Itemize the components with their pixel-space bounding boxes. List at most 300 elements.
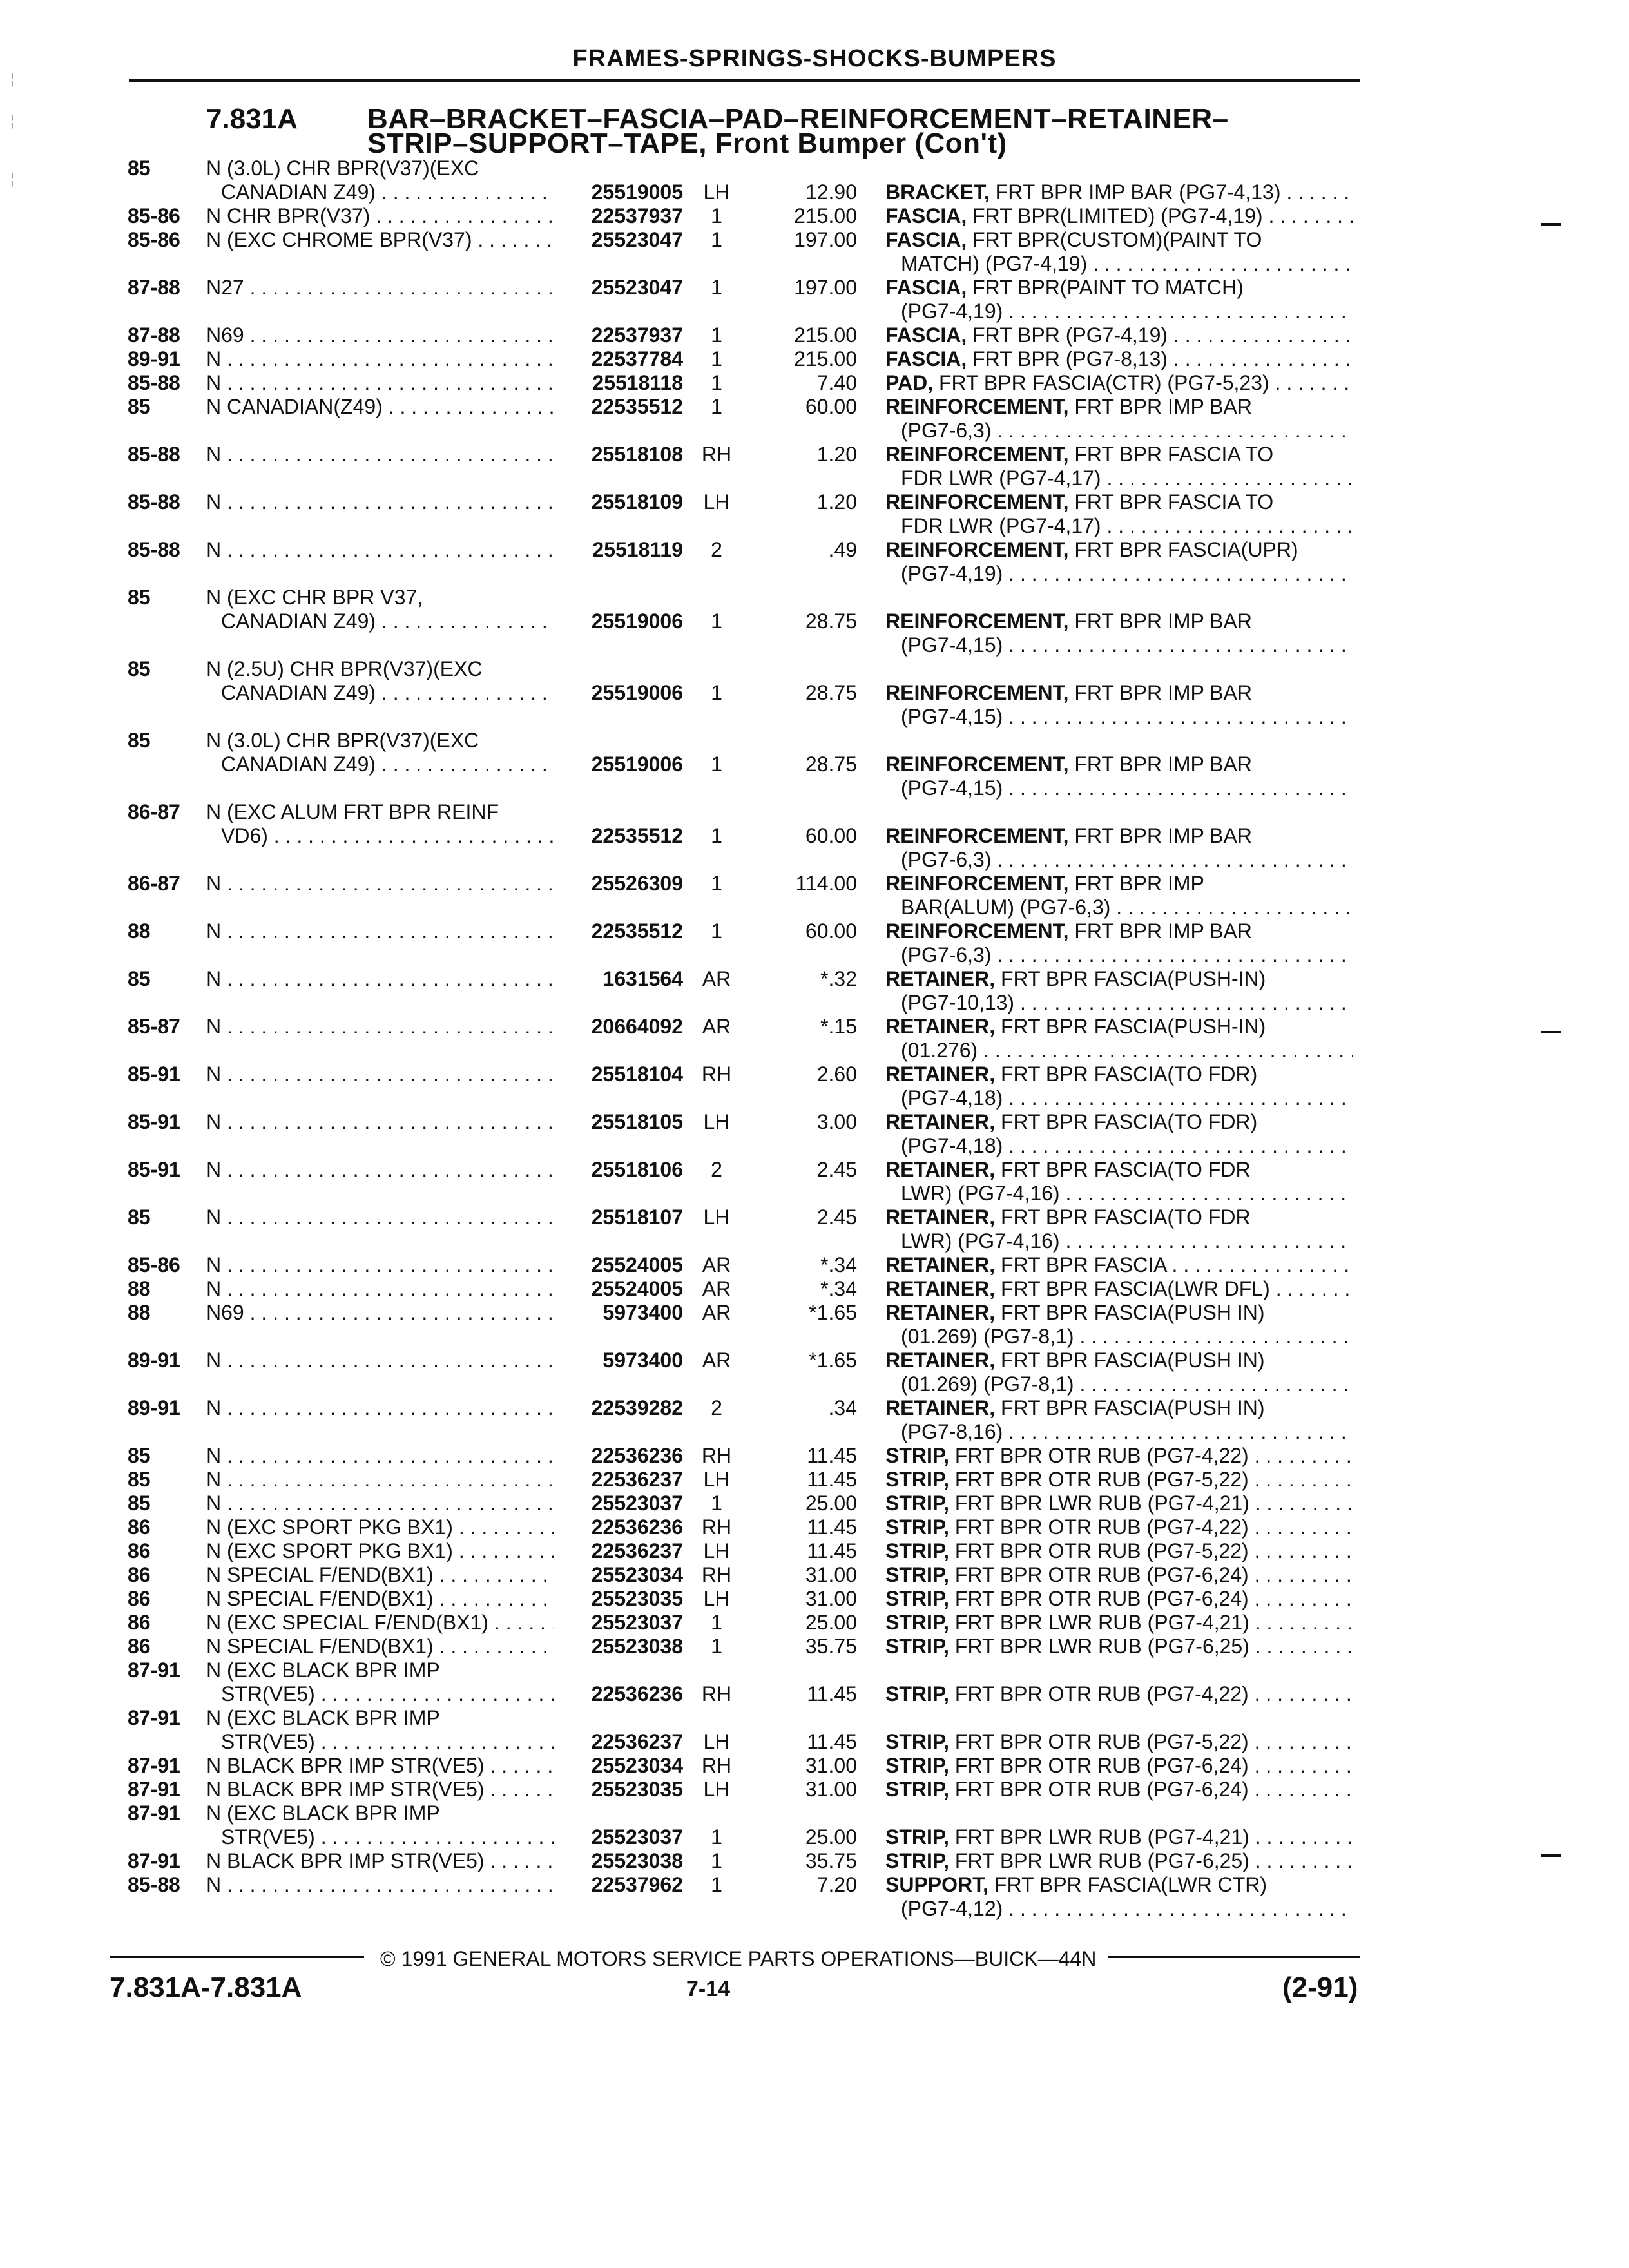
section-title-line1: BAR–BRACKET–FASCIA–PAD–REINFORCEMENT–RETAINER– xyxy=(367,103,1229,135)
row-part-name-lead: REINFORCEMENT, xyxy=(885,610,1069,633)
row-description: N (EXC SPECIAL F/END(BX1) . . . xyxy=(206,1611,554,1635)
row-part-name: LWR) (PG7-4,16) . . . xyxy=(901,1229,1353,1253)
row-part-name xyxy=(885,538,1353,562)
row-price: 11.45 xyxy=(807,1539,857,1562)
row-quantity: 2 xyxy=(711,538,722,561)
row-part-number: 22536236 xyxy=(591,1682,683,1706)
row-price: 25.00 xyxy=(805,1825,857,1849)
row-part-name: (PG7-4,15) . . . xyxy=(901,776,1353,800)
row-year: 85 xyxy=(128,1492,151,1515)
footer-section-range: 7.831A-7.831A xyxy=(110,1972,302,2003)
row-part-number: 22537784 xyxy=(591,347,683,370)
row-part-number: 22536236 xyxy=(591,1515,683,1539)
row-quantity: RH xyxy=(701,1444,732,1467)
footer-date-code: (2-91) xyxy=(1282,1972,1358,2003)
row-year: 86 xyxy=(128,1587,151,1610)
row-year: 86 xyxy=(128,1539,151,1562)
row-part-name-lead: RETAINER, xyxy=(885,1158,996,1181)
footer-page-number: 7-14 xyxy=(686,1977,731,2001)
row-part-number: 22536236 xyxy=(591,1444,683,1467)
row-quantity: 1 xyxy=(711,610,722,633)
row-year: 89-91 xyxy=(128,1349,180,1372)
row-description: N . . . xyxy=(206,1158,554,1182)
row-quantity: RH xyxy=(701,1062,732,1086)
row-part-name-rest: FRT BPR FASCIA(LWR DFL) xyxy=(995,1277,1270,1300)
row-quantity: 1 xyxy=(711,228,722,251)
row-part-name-lead: STRIP, xyxy=(885,1825,949,1849)
row-part-name-lead: STRIP, xyxy=(885,1730,949,1753)
row-description: N . . . xyxy=(206,919,554,943)
row-part-number: 22537962 xyxy=(591,1873,683,1896)
section-title-line2: STRIP–SUPPORT–TAPE, Front Bumper (Con't) xyxy=(367,128,1007,159)
row-part-number: 25523037 xyxy=(591,1492,683,1515)
row-part-name-lead: REINFORCEMENT, xyxy=(885,538,1069,561)
row-year: 85-86 xyxy=(128,228,180,251)
row-part-name-lead: REINFORCEMENT, xyxy=(885,872,1069,895)
row-part-number: 22535512 xyxy=(591,824,683,847)
row-year: 88 xyxy=(128,919,151,943)
row-part-name-rest: FRT BPR OTR RUB (PG7-6,24) xyxy=(949,1778,1249,1801)
page-header-title: FRAMES-SPRINGS-SHOCKS-BUMPERS xyxy=(572,45,1057,72)
row-part-name xyxy=(885,1444,1353,1468)
row-quantity: AR xyxy=(702,1015,731,1038)
row-part-name-lead: REINFORCEMENT, xyxy=(885,753,1069,776)
row-quantity: LH xyxy=(703,1206,730,1229)
row-year: 86-87 xyxy=(128,872,180,895)
row-part-number: 5973400 xyxy=(602,1349,683,1372)
row-price: 2.45 xyxy=(816,1206,857,1229)
row-description: N BLACK BPR IMP STR(VE5) . . . xyxy=(206,1754,554,1778)
row-part-number: 25524005 xyxy=(591,1277,683,1300)
row-part-name-rest: FRT BPR OTR RUB (PG7-4,22) xyxy=(949,1682,1249,1706)
row-price: 11.45 xyxy=(807,1444,857,1467)
row-year: 86 xyxy=(128,1611,151,1634)
row-description: STR(VE5) . . . xyxy=(221,1825,554,1849)
row-part-name: (PG7-4,19) . . . xyxy=(901,562,1353,586)
footer-rule-right xyxy=(1108,1956,1360,1958)
row-quantity: 1 xyxy=(711,1873,722,1896)
row-description: N69 . . . xyxy=(206,1301,554,1325)
row-description: N . . . xyxy=(206,1873,554,1897)
row-part-name-lead: REINFORCEMENT, xyxy=(885,443,1069,466)
row-part-name xyxy=(885,872,1353,896)
row-part-name: (01.269) (PG7-8,1) . . . xyxy=(901,1325,1353,1349)
row-part-number: 25518119 xyxy=(592,538,683,561)
row-quantity: 1 xyxy=(711,395,722,418)
row-price: 1.20 xyxy=(816,443,857,466)
row-part-name xyxy=(885,753,1353,776)
row-part-name-rest: FRT BPR LWR RUB (PG7-6,25) xyxy=(949,1635,1249,1658)
row-price: 60.00 xyxy=(805,824,857,847)
row-part-name-lead: REINFORCEMENT, xyxy=(885,919,1069,943)
row-quantity: 1 xyxy=(711,753,722,776)
row-part-name-rest: FRT BPR FASCIA(PUSH IN) xyxy=(995,1301,1265,1324)
row-part-name xyxy=(885,1754,1353,1778)
row-part-name: (PG7-4,18) . . . xyxy=(901,1134,1353,1158)
row-part-name-rest: FRT BPR FASCIA xyxy=(995,1253,1166,1276)
row-part-name xyxy=(885,276,1353,300)
row-part-name-lead: FASCIA, xyxy=(885,228,967,251)
row-part-number: 22539282 xyxy=(591,1396,683,1419)
row-part-name xyxy=(885,180,1353,204)
row-year: 87-91 xyxy=(128,1754,180,1777)
row-description: STR(VE5) . . . xyxy=(221,1730,554,1754)
row-part-name-rest: FRT BPR IMP BAR xyxy=(1068,681,1252,704)
row-quantity: RH xyxy=(701,1682,732,1706)
row-part-name: LWR) (PG7-4,16) . . . xyxy=(901,1182,1353,1206)
row-part-name-rest: FRT BPR (PG7-8,13) xyxy=(967,347,1168,370)
row-part-name-lead: RETAINER, xyxy=(885,1062,996,1086)
row-part-name: (01.276) . . . xyxy=(901,1039,1353,1062)
row-part-number: 25518109 xyxy=(591,490,683,514)
row-part-number: 25523037 xyxy=(591,1611,683,1634)
row-description: N27 . . . xyxy=(206,276,554,300)
row-quantity: LH xyxy=(703,1539,730,1562)
row-part-name-rest: FRT BPR IMP xyxy=(1068,872,1204,895)
row-description: N CHR BPR(V37) . . . xyxy=(206,204,554,228)
row-part-name-lead: REINFORCEMENT, xyxy=(885,395,1069,418)
row-part-number: 25524005 xyxy=(591,1253,683,1276)
row-part-number: 25518106 xyxy=(591,1158,683,1181)
row-price: 215.00 xyxy=(794,204,857,227)
row-part-name-lead: STRIP, xyxy=(885,1778,949,1801)
row-part-name-rest: FRT BPR FASCIA(CTR) (PG7-5,23) xyxy=(933,371,1269,394)
row-quantity: 1 xyxy=(711,1611,722,1634)
row-part-name-rest: FRT BPR OTR RUB (PG7-4,22) xyxy=(949,1444,1249,1467)
row-description: N CANADIAN(Z49) . . . xyxy=(206,395,554,419)
row-part-name-lead: REINFORCEMENT, xyxy=(885,490,1069,514)
margin-tick: ¦ xyxy=(10,71,14,87)
row-part-name-rest: FRT BPR OTR RUB (PG7-5,22) xyxy=(949,1539,1249,1562)
row-part-number: 25526309 xyxy=(591,872,683,895)
row-part-name-rest: FRT BPR FASCIA(UPR) xyxy=(1068,538,1298,561)
row-part-name: (PG7-6,3) . . . xyxy=(901,848,1353,872)
row-part-name xyxy=(885,1515,1353,1539)
row-part-name xyxy=(885,443,1353,466)
row-price: 31.00 xyxy=(805,1587,857,1610)
row-year: 87-91 xyxy=(128,1778,180,1801)
row-part-name-rest: FRT BPR IMP BAR (PG7-4,13) xyxy=(989,180,1281,204)
row-part-name-lead: STRIP, xyxy=(885,1849,949,1872)
row-part-name xyxy=(885,610,1353,633)
row-part-name xyxy=(885,1301,1353,1325)
row-part-name xyxy=(885,395,1353,419)
row-description: N (EXC SPORT PKG BX1) . . . xyxy=(206,1539,554,1563)
row-description: CANADIAN Z49) . . . xyxy=(221,180,554,204)
row-part-name-rest: FRT BPR FASCIA(PUSH-IN) xyxy=(995,1015,1266,1038)
row-part-name xyxy=(885,1015,1353,1039)
row-part-number: 25519006 xyxy=(591,610,683,633)
row-part-name-lead: RETAINER, xyxy=(885,1253,996,1276)
row-part-name-rest: FRT BPR LWR RUB (PG7-4,21) xyxy=(949,1492,1249,1515)
row-price: 25.00 xyxy=(805,1492,857,1515)
row-description: N . . . xyxy=(206,538,554,562)
row-price: 31.00 xyxy=(805,1563,857,1586)
row-year: 87-88 xyxy=(128,323,180,347)
row-price: *1.65 xyxy=(809,1301,857,1324)
row-part-name-rest: FRT BPR FASCIA TO xyxy=(1068,443,1274,466)
row-part-name-lead: STRIP, xyxy=(885,1563,949,1586)
row-part-name-rest: FRT BPR FASCIA(TO FDR) xyxy=(995,1062,1258,1086)
row-quantity: LH xyxy=(703,1778,730,1801)
row-quantity: 1 xyxy=(711,371,722,394)
row-year: 87-91 xyxy=(128,1706,180,1729)
row-description: N (EXC ALUM FRT BPR REINF xyxy=(206,800,499,823)
row-part-name xyxy=(885,1563,1353,1587)
row-part-name-lead: FASCIA, xyxy=(885,204,967,227)
row-part-name-lead: STRIP, xyxy=(885,1539,949,1562)
row-description: N . . . xyxy=(206,967,554,991)
row-part-number: 25518107 xyxy=(591,1206,683,1229)
row-price: 1.20 xyxy=(816,490,857,514)
row-part-name-rest: FRT BPR LWR RUB (PG7-4,21) xyxy=(949,1825,1249,1849)
row-part-number: 22537937 xyxy=(591,204,683,227)
row-year: 88 xyxy=(128,1277,151,1300)
row-part-name xyxy=(885,1587,1353,1611)
row-part-name-rest: FRT BPR OTR RUB (PG7-4,22) xyxy=(949,1515,1249,1539)
row-part-name-rest: FRT BPR IMP BAR xyxy=(1068,753,1252,776)
row-part-number: 22536237 xyxy=(591,1539,683,1562)
row-quantity: AR xyxy=(702,1253,731,1276)
row-part-name-lead: RETAINER, xyxy=(885,1396,996,1419)
row-year: 85 xyxy=(128,729,151,752)
row-part-name-lead: RETAINER, xyxy=(885,1301,996,1324)
row-description: N (2.5U) CHR BPR(V37)(EXC xyxy=(206,657,483,680)
row-part-name xyxy=(885,204,1353,228)
row-part-number: 25519006 xyxy=(591,681,683,704)
row-price: .49 xyxy=(828,538,857,561)
row-description: N . . . xyxy=(206,1277,554,1301)
row-price: 28.75 xyxy=(805,753,857,776)
row-part-name-rest: FRT BPR FASCIA(PUSH-IN) xyxy=(995,967,1266,990)
row-part-number: 25523034 xyxy=(591,1563,683,1586)
row-description: N69 . . . xyxy=(206,323,554,347)
row-part-name-rest: FRT BPR(PAINT TO MATCH) xyxy=(967,276,1244,299)
row-part-number: 20664092 xyxy=(591,1015,683,1038)
row-description: N . . . xyxy=(206,1468,554,1492)
row-part-number: 25518108 xyxy=(591,443,683,466)
row-description: N (EXC BLACK BPR IMP xyxy=(206,1658,440,1682)
row-part-name-rest: FRT BPR IMP BAR xyxy=(1068,610,1252,633)
row-description: N (EXC CHR BPR V37, xyxy=(206,586,423,609)
row-part-name-rest: FRT BPR(CUSTOM)(PAINT TO xyxy=(967,228,1262,251)
row-quantity: LH xyxy=(703,1730,730,1753)
row-part-name: (PG7-4,18) . . . xyxy=(901,1086,1353,1110)
row-part-name xyxy=(885,347,1353,371)
row-part-number: 22537937 xyxy=(591,323,683,347)
row-part-name-rest: FRT BPR OTR RUB (PG7-5,22) xyxy=(949,1730,1249,1753)
row-year: 87-91 xyxy=(128,1658,180,1682)
row-part-name: MATCH) (PG7-4,19) . . . xyxy=(901,252,1353,276)
row-part-name: FDR LWR (PG7-4,17) . . . xyxy=(901,514,1353,538)
row-description: N (EXC SPORT PKG BX1) . . . xyxy=(206,1515,554,1539)
row-year: 85-88 xyxy=(128,490,180,514)
row-year: 85 xyxy=(128,395,151,418)
row-part-name-lead: STRIP, xyxy=(885,1682,949,1706)
row-price: 114.00 xyxy=(795,872,857,895)
margin-tick: ¦ xyxy=(10,113,14,129)
row-part-name-rest: FRT BPR FASCIA(PUSH IN) xyxy=(995,1349,1265,1372)
row-part-name xyxy=(885,1539,1353,1563)
row-part-name-rest: FRT BPR OTR RUB (PG7-6,24) xyxy=(949,1754,1249,1777)
row-price: 11.45 xyxy=(807,1682,857,1706)
row-quantity: LH xyxy=(703,1110,730,1133)
row-quantity: 1 xyxy=(711,872,722,895)
row-part-name: (PG7-10,13) . . . xyxy=(901,991,1353,1015)
row-year: 85-91 xyxy=(128,1158,180,1181)
row-part-name-rest: FRT BPR(LIMITED) (PG7-4,19) xyxy=(967,204,1263,227)
row-year: 87-91 xyxy=(128,1849,180,1872)
row-part-name xyxy=(885,1253,1353,1277)
row-part-name-rest: FRT BPR FASCIA TO xyxy=(1068,490,1274,514)
row-part-number: 22535512 xyxy=(591,395,683,418)
row-year: 86 xyxy=(128,1563,151,1586)
row-part-name-lead: STRIP, xyxy=(885,1468,949,1491)
row-part-name xyxy=(885,1492,1353,1515)
row-description: N . . . xyxy=(206,371,554,395)
row-description: CANADIAN Z49) . . . xyxy=(221,681,554,705)
row-year: 85 xyxy=(128,657,151,680)
row-part-name xyxy=(885,323,1353,347)
row-year: 85-88 xyxy=(128,1873,180,1896)
row-part-name-rest: FRT BPR IMP BAR xyxy=(1068,919,1252,943)
footer-rule-left xyxy=(110,1956,364,1958)
row-quantity: 2 xyxy=(711,1396,722,1419)
row-year: 87-91 xyxy=(128,1802,180,1825)
row-quantity: AR xyxy=(702,1301,731,1324)
row-quantity: 1 xyxy=(711,276,722,299)
row-part-name xyxy=(885,1849,1353,1873)
row-year: 85-91 xyxy=(128,1110,180,1133)
row-part-name-rest: FRT BPR OTR RUB (PG7-6,24) xyxy=(949,1563,1249,1586)
row-part-name-rest: FRT BPR OTR RUB (PG7-5,22) xyxy=(949,1468,1249,1491)
row-part-name-rest: FRT BPR OTR RUB (PG7-6,24) xyxy=(949,1587,1249,1610)
row-year: 86 xyxy=(128,1635,151,1658)
row-price: *.15 xyxy=(820,1015,857,1038)
row-description: N . . . xyxy=(206,1349,554,1372)
row-part-name xyxy=(885,1778,1353,1802)
row-description: N (EXC BLACK BPR IMP xyxy=(206,1802,440,1825)
row-part-number: 22535512 xyxy=(591,919,683,943)
row-description: N . . . xyxy=(206,443,554,466)
row-part-number: 5973400 xyxy=(602,1301,683,1324)
row-price: 12.90 xyxy=(805,180,857,204)
row-part-name xyxy=(885,1206,1353,1229)
row-quantity: 1 xyxy=(711,347,722,370)
row-part-name: (PG7-4,12) . . . xyxy=(901,1897,1353,1921)
row-price: 2.45 xyxy=(816,1158,857,1181)
row-part-name-lead: STRIP, xyxy=(885,1635,949,1658)
row-price: 3.00 xyxy=(816,1110,857,1133)
row-description: VD6) . . . xyxy=(221,824,554,848)
row-price: 2.60 xyxy=(816,1062,857,1086)
row-description: N (3.0L) CHR BPR(V37)(EXC xyxy=(206,157,479,180)
row-year: 86 xyxy=(128,1515,151,1539)
row-part-name xyxy=(885,1110,1353,1134)
row-part-name-lead: RETAINER, xyxy=(885,967,996,990)
row-price: 35.75 xyxy=(805,1849,857,1872)
row-description: STR(VE5) . . . xyxy=(221,1682,554,1706)
row-price: 60.00 xyxy=(805,919,857,943)
row-quantity: 1 xyxy=(711,1492,722,1515)
row-price: .34 xyxy=(828,1396,857,1419)
row-description: N . . . xyxy=(206,1396,554,1420)
row-part-number: 22536237 xyxy=(591,1468,683,1491)
row-quantity: AR xyxy=(702,1277,731,1300)
row-part-name-rest: FRT BPR FASCIA(TO FDR xyxy=(995,1158,1251,1181)
row-part-name xyxy=(885,1062,1353,1086)
row-part-name: (01.269) (PG7-8,1) . . . xyxy=(901,1372,1353,1396)
row-part-name xyxy=(885,1277,1353,1301)
row-part-number: 25523047 xyxy=(591,228,683,251)
row-part-number: 25523047 xyxy=(591,276,683,299)
row-part-name: BAR(ALUM) (PG7-6,3) . . . xyxy=(901,896,1353,919)
row-price: *1.65 xyxy=(809,1349,857,1372)
row-part-name xyxy=(885,1635,1353,1658)
row-quantity: LH xyxy=(703,490,730,514)
row-price: 11.45 xyxy=(807,1468,857,1491)
row-part-number: 22536237 xyxy=(591,1730,683,1753)
row-part-name xyxy=(885,1396,1353,1420)
row-quantity: AR xyxy=(702,967,731,990)
row-part-name-rest: FRT BPR FASCIA(TO FDR) xyxy=(995,1110,1258,1133)
row-quantity: 1 xyxy=(711,204,722,227)
row-description: N (EXC CHROME BPR(V37) . . . xyxy=(206,228,554,252)
row-description: N . . . xyxy=(206,1492,554,1515)
row-price: 197.00 xyxy=(794,276,857,299)
row-description: N SPECIAL F/END(BX1) . . . xyxy=(206,1635,554,1658)
section-number: 7.831A xyxy=(206,103,298,135)
row-part-name-lead: FASCIA, xyxy=(885,323,967,347)
row-part-name-lead: RETAINER, xyxy=(885,1277,996,1300)
footer-copyright: © 1991 GENERAL MOTORS SERVICE PARTS OPERATIONS—BUICK—44N xyxy=(380,1947,1097,1970)
row-part-name-lead: REINFORCEMENT, xyxy=(885,824,1069,847)
row-part-name xyxy=(885,1349,1353,1372)
row-part-name-lead: FASCIA, xyxy=(885,276,967,299)
row-part-name xyxy=(885,1730,1353,1754)
row-part-name: (PG7-4,15) . . . xyxy=(901,633,1353,657)
row-quantity: LH xyxy=(703,1587,730,1610)
row-part-name: (PG7-4,15) . . . xyxy=(901,705,1353,729)
row-description: CANADIAN Z49) . . . xyxy=(221,610,554,633)
row-part-name-lead: RETAINER, xyxy=(885,1015,996,1038)
row-year: 86-87 xyxy=(128,800,180,823)
row-part-name xyxy=(885,1873,1353,1897)
row-description: N . . . xyxy=(206,1253,554,1277)
row-year: 85-87 xyxy=(128,1015,180,1038)
row-part-name-lead: RETAINER, xyxy=(885,1110,996,1133)
row-price: 215.00 xyxy=(794,347,857,370)
row-part-number: 25523035 xyxy=(591,1587,683,1610)
row-quantity: RH xyxy=(701,1515,732,1539)
row-part-name-lead: RETAINER, xyxy=(885,1206,996,1229)
row-part-number: 25523037 xyxy=(591,1825,683,1849)
row-part-name-lead: SUPPORT, xyxy=(885,1873,989,1896)
row-part-name xyxy=(885,1825,1353,1849)
row-price: 28.75 xyxy=(805,681,857,704)
row-part-name-lead: STRIP, xyxy=(885,1444,949,1467)
row-quantity: RH xyxy=(701,1563,732,1586)
row-part-name-rest: FRT BPR (PG7-4,19) xyxy=(967,323,1168,347)
row-quantity: 1 xyxy=(711,919,722,943)
row-description: N . . . xyxy=(206,1444,554,1468)
row-quantity: LH xyxy=(703,180,730,204)
row-part-name xyxy=(885,1611,1353,1635)
row-part-number: 25523038 xyxy=(591,1635,683,1658)
row-price: 215.00 xyxy=(794,323,857,347)
row-quantity: LH xyxy=(703,1468,730,1491)
row-quantity: 1 xyxy=(711,1849,722,1872)
